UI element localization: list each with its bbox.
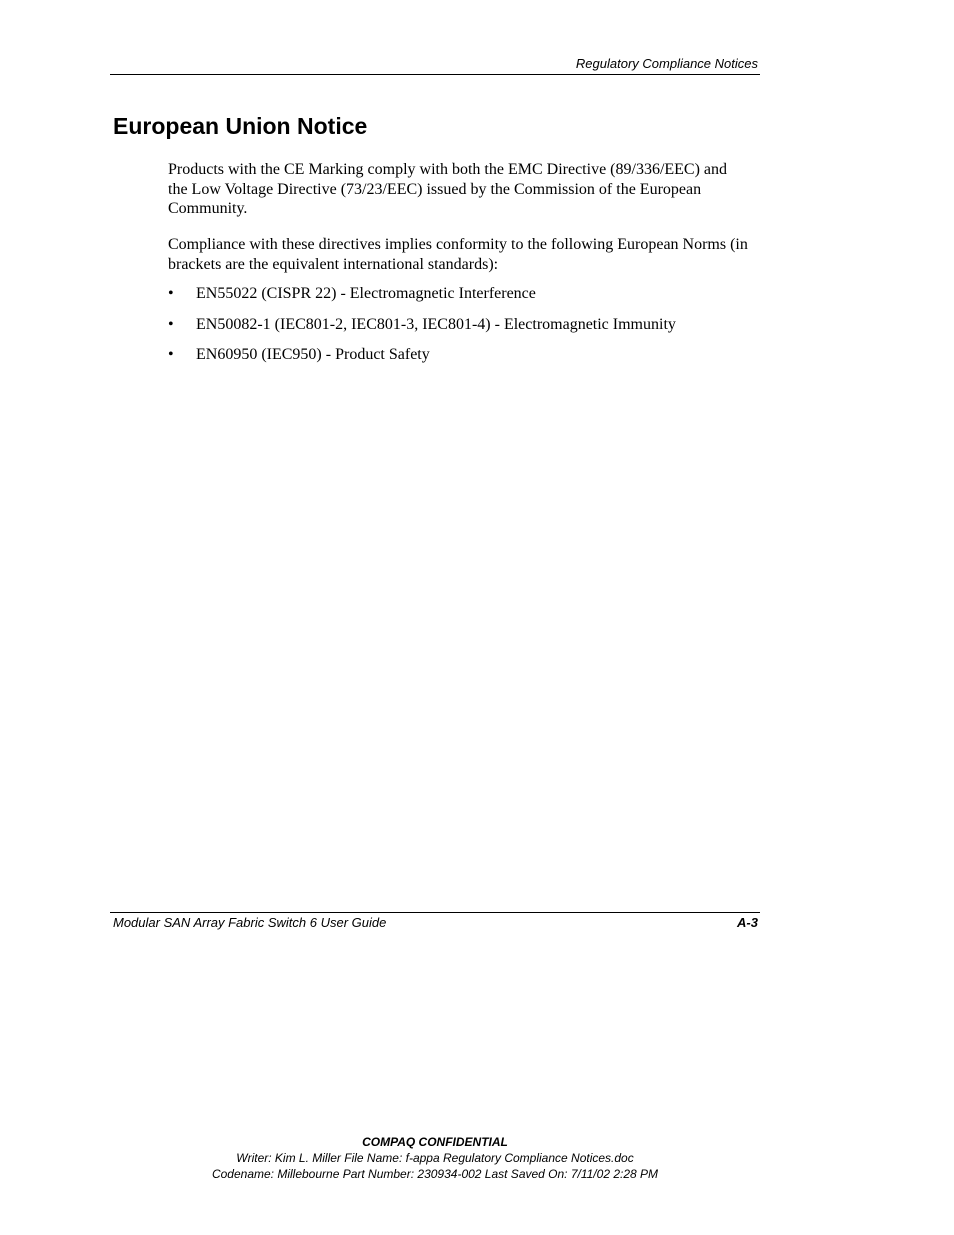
confidential-codename-line: Codename: Millebourne Part Number: 230934-002 Last Saved On: 7/11/02 2:28 PM <box>211 1167 659 1181</box>
bullet-glyph: • <box>168 346 174 363</box>
list-item <box>168 284 676 304</box>
list-item-text: EN50082-1 (IEC801-2, IEC801-3, IEC801-4) - Electromagnetic Immunity <box>196 315 676 333</box>
footer-page-number: A-3 <box>737 915 758 930</box>
header-rule <box>110 74 760 75</box>
paragraph-compliance: Compliance with these directives implies conformity to the following European Norms (in brackets are the equivalent international standards): <box>168 236 748 273</box>
list-item-text: EN60950 (IEC950) - Product Safety <box>196 346 430 363</box>
standards-list <box>168 284 676 376</box>
footer-guide-title: Modular SAN Array Fabric Switch 6 User Guide <box>113 915 387 930</box>
confidential-writer-line: Writer: Kim L. Miller File Name: f-appa Regulatory Compliance Notices.doc <box>236 1151 634 1165</box>
paragraph-ce-marking: Products with the CE Marking comply with both the EMC Directive (89/336/EEC) and the Low Voltage Directive (73/23/EEC) issued by the Commission of the European Community. <box>168 161 728 217</box>
bullet-glyph: • <box>168 285 174 302</box>
section-title: European Union Notice <box>113 113 368 139</box>
list-item <box>168 315 676 335</box>
confidential-block <box>0 1134 870 1182</box>
bullet-glyph: • <box>168 315 174 333</box>
list-item-text: EN55022 (CISPR 22) - Electromagnetic Interference <box>196 285 536 302</box>
confidential-title: COMPAQ CONFIDENTIAL <box>362 1135 508 1149</box>
running-header: Regulatory Compliance Notices <box>575 56 758 71</box>
footer-rule <box>110 912 760 913</box>
list-item <box>168 345 676 365</box>
